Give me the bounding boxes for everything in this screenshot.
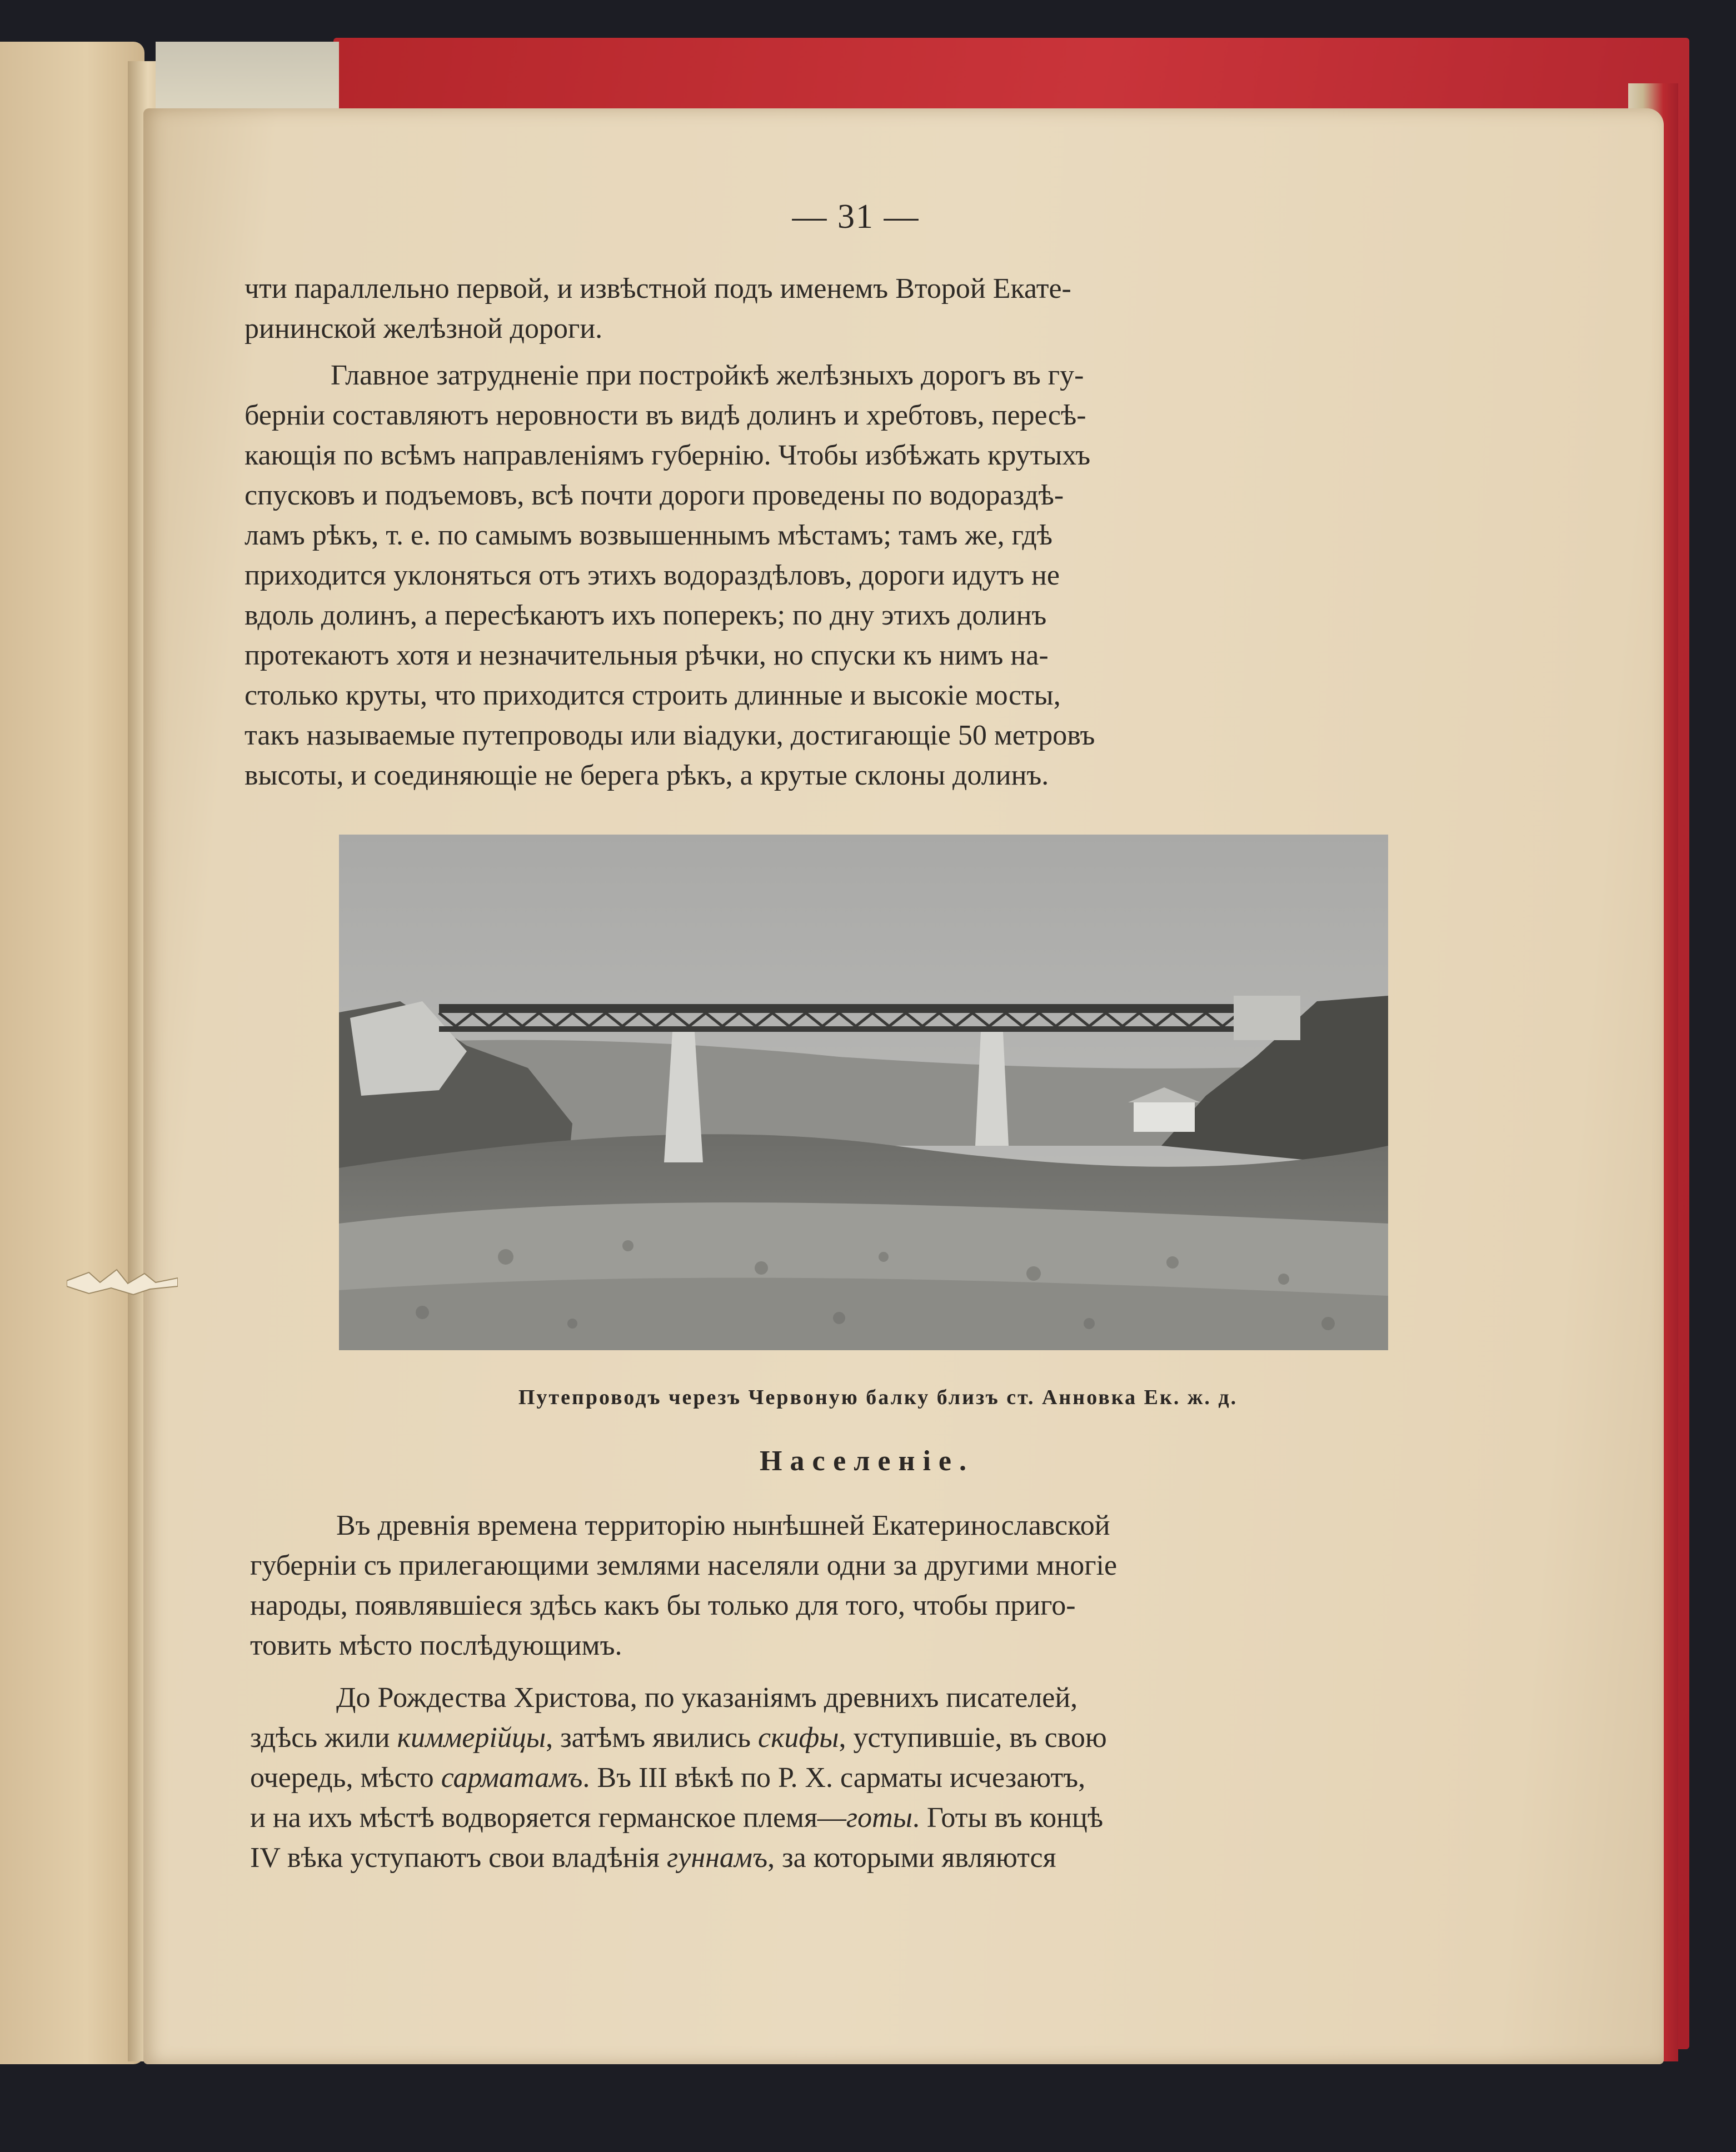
text-line: приходится уклоняться отъ этихъ водораздѣловъ, дороги идутъ не: [245, 560, 1060, 591]
text-line: губерніи съ прилегающими землями населяли одни за другими многіе: [250, 1550, 1118, 1581]
text-line: IV вѣка уступаютъ свои владѣнія гуннамъ, за которыми являются: [250, 1842, 1056, 1874]
text-line: До Рождества Христова, по указаніямъ древнихъ писателей,: [336, 1682, 1078, 1714]
page-tear-mark: [67, 1261, 178, 1300]
text-line: рининской желѣзной дороги.: [245, 313, 603, 344]
text-line: и на ихъ мѣстѣ водворяется германское племя—готы. Готы въ концѣ: [250, 1802, 1104, 1834]
text-line: очередь, мѣсто сарматамъ. Въ III вѣкѣ по Р. Х. сарматы исчезаютъ,: [250, 1762, 1086, 1794]
text-line: спусковъ и подъемовъ, всѣ почти дороги проведены по водораздѣ-: [245, 480, 1064, 511]
previous-page-edge: [0, 42, 144, 2064]
text-line: ламъ рѣкъ, т. е. по самымъ возвышеннымъ мѣстамъ; тамъ же, гдѣ: [245, 520, 1052, 551]
paragraph-tribes-history: [250, 1678, 1467, 1878]
page-top-strip: [156, 42, 339, 114]
text-line: высоты, и соединяющіе не берега рѣкъ, а крутые склоны долинъ.: [245, 760, 1049, 791]
section-heading: Населеніе.: [760, 1445, 974, 1477]
text-line: здѣсь жили киммерійцы, затѣмъ явились скифы, уступившіе, въ свою: [250, 1722, 1107, 1754]
text-line: чти параллельно первой, и извѣстной подъ именемъ Второй Екате-: [245, 273, 1071, 304]
text-line: берніи составляютъ неровности въ видѣ долинъ и хребтовъ, пересѣ-: [245, 400, 1086, 431]
text-line: такъ называемые путепроводы или віадуки, достигающіе 50 метровъ: [245, 720, 1095, 751]
viaduct-illustration: [339, 835, 1388, 1350]
page-number: — 31 —: [792, 198, 920, 236]
text-line: товить мѣсто послѣдующимъ.: [250, 1630, 622, 1661]
text-line: вдоль долинъ, а пересѣкаютъ ихъ поперекъ; по дну этихъ долинъ: [245, 600, 1047, 631]
viaduct-photo: [339, 835, 1388, 1350]
paragraph-continuation: [245, 269, 1459, 349]
paragraph-ancient-peoples: [250, 1506, 1467, 1666]
photo-caption: Путепроводъ черезъ Червоную балку близъ ст. Анновка Ек. ж. д.: [518, 1386, 1238, 1409]
text-line: протекаютъ хотя и незначительныя рѣчки, но спуски къ нимъ на-: [245, 640, 1049, 671]
paragraph-railway-terrain: [245, 356, 1459, 796]
text-line: народы, появлявшіеся здѣсь какъ бы только для того, чтобы приго-: [250, 1590, 1076, 1621]
text-line: Главное затрудненіе при постройкѣ желѣзныхъ дорогъ въ гу-: [331, 360, 1084, 391]
text-line: столько круты, что приходится строить длинные и высокіе мосты,: [245, 680, 1061, 711]
text-line: кающія по всѣмъ направленіямъ губернію. Чтобы избѣжать крутыхъ: [245, 440, 1091, 471]
text-line: Въ древнія времена территорію нынѣшней Екатеринославской: [336, 1510, 1110, 1541]
